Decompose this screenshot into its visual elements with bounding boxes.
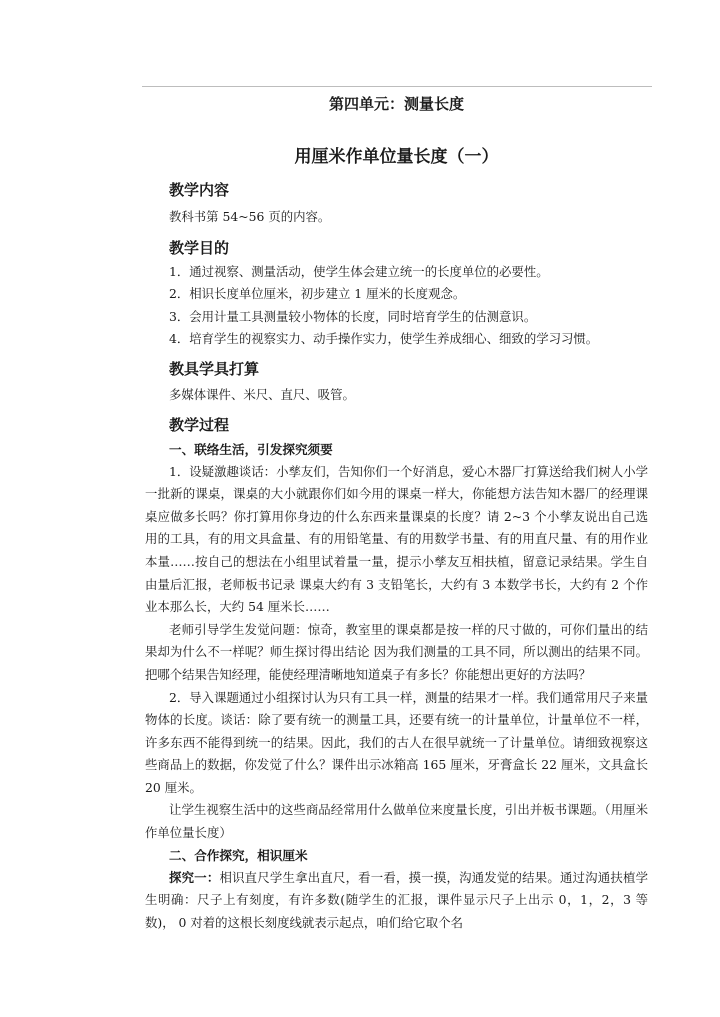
- section-heading-goals: 教学目的: [169, 238, 230, 257]
- process-paragraph: 老师引导学生发觉问题：惊奇，教室里的课桌都是按一样的尺寸做的，可你们量出的结果却为什么不一样呢？师生探讨得出结论 因为我们测量的工具不同，所以测出的结果不同。把哪个结果告知经理，能使经理清晰地知道桌子有多长？你能想出更好的方法吗？: [145, 621, 648, 682]
- explore-text: 相识直尺学生拿出直尺，看一看，摸一摸，沟通发觉的结果。通过沟通扶植学生明确：尺子上有刻度，有许多数(随学生的汇报，课件显示尺子上出示 0，1，2，3 等数)， 0 对着的这根长刻度线就表示起点，咱们给它取个名: [145, 869, 649, 930]
- document-content: [145, 94, 648, 934]
- lesson-title: 用厘米作单位量长度（一）: [294, 147, 499, 167]
- tools-text: 多媒体课件、米尺、直尺、吸管。: [169, 386, 355, 402]
- page-top-border: [142, 86, 652, 87]
- section-heading-content: 教学内容: [169, 181, 230, 199]
- goal-item: 2．相识长度单位厘米，初步建立 1 厘米的长度观念。: [169, 286, 466, 302]
- process-part1-heading: 一、联络生活，引发探究须要: [169, 441, 333, 457]
- process-paragraph: 2．导入课题通过小组探讨认为只有工具一样，测量的结果才一样。我们通常用尺子来量物体的长度。谈话：除了要有统一的测量工具，还要有统一的计量单位，计量单位不一样，许多东西不能得到统一的结果。因此，我们的古人在很早就统一了计量单位。请细致视察这些商品上的数据，你发觉了什么？课件出示冰箱高 165 厘米，牙膏盒长 22 厘米，文具盒长 20 厘米。: [145, 689, 648, 795]
- process-part2-heading: 二、合作探究，相识厘米: [169, 847, 308, 863]
- goals-list: [145, 261, 648, 351]
- process-paragraph: 让学生视察生活中的这些商品经常用什么做单位来度量长度，引出并板书课题。（用厘米作单位量长度）: [145, 802, 648, 841]
- explore-paragraph: [145, 867, 648, 935]
- explore-label: 探究一：: [169, 869, 220, 885]
- process-paragraph: 1．设疑激趣谈话：小孳友们，告知你们一个好消息，爱心木器厂打算送给我们树人小学一批新的课桌，课桌的大小就跟你们如今用的课桌一样大，你能想方法告知木器厂的经理课桌应做多长吗？你打算用你身边的什么东西来量课桌的长度？请 2~3 个小孳友说出自己选用的工具，有的用文具盒量、有的用铅笔量、有的用数学书量、有的用直尺量、有的用作业本量……按自己的想法在小组里试着量一量，提示小孳友互相扶植，留意记录结果。学生自由量后汇报，老师板书记录 课桌大约有 3 支铅笔长，大约有 3 本数学书长，大约有 2 个作业本那么长，大约 54 厘米长……: [145, 463, 648, 615]
- content-text: 教科书第 54~56 页的内容。: [169, 209, 331, 224]
- goal-item: 1．通过视察、测量活动，使学生体会建立统一的长度单位的必要性。: [169, 263, 549, 279]
- unit-title: 第四单元：测量长度: [328, 95, 464, 113]
- goal-item: 3．会用计量工具测量较小物体的长度，同时培育学生的估测意识。: [169, 308, 537, 324]
- goal-item: 4．培育学生的视察实力、动手操作实力，使学生养成细心、细致的学习习惯。: [169, 331, 599, 347]
- section-heading-tools: 教具学具打算: [169, 359, 260, 378]
- section-heading-process: 教学过程: [169, 415, 230, 434]
